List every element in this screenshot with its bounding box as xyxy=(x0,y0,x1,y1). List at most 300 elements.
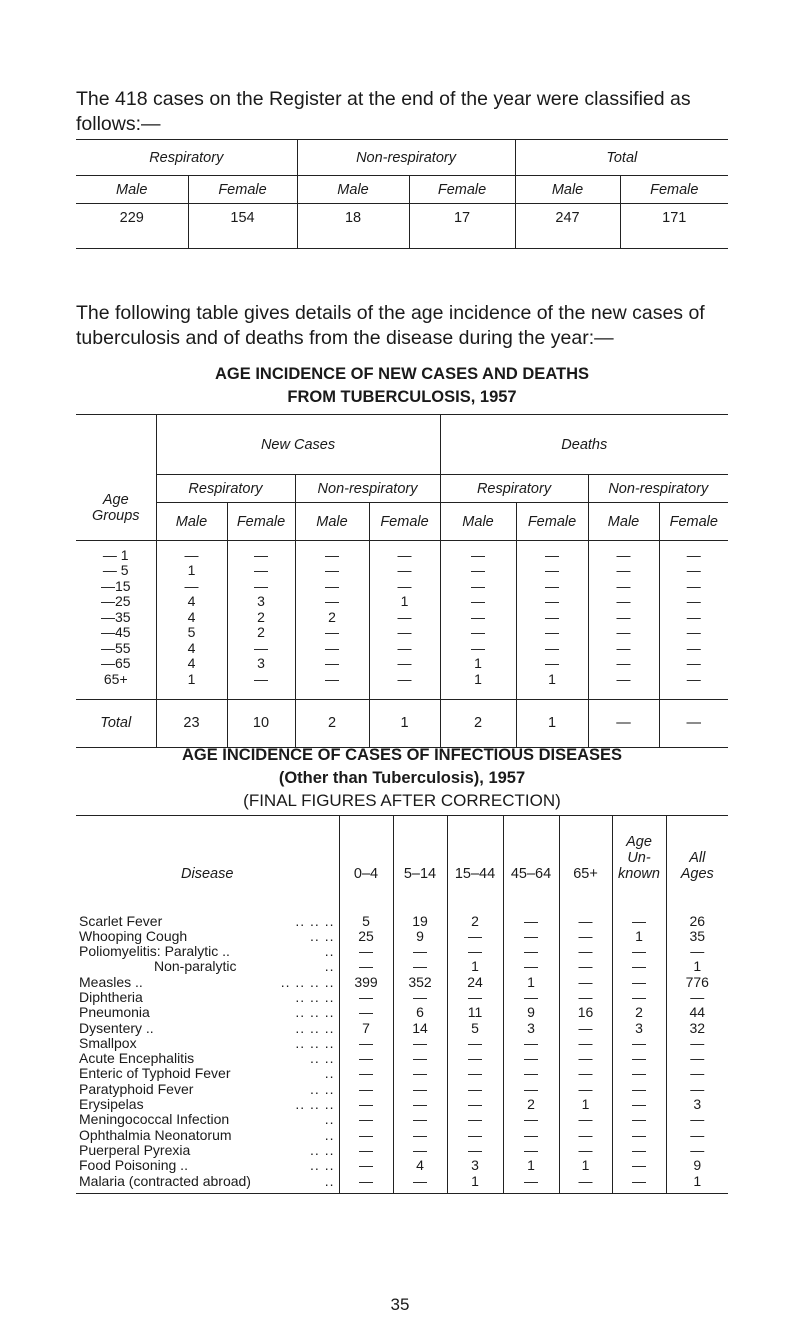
disease-name-cell xyxy=(76,944,339,959)
age-group-cell: —35 xyxy=(100,608,131,625)
summary-value: 17 xyxy=(409,204,515,249)
age-group-cell: —55 xyxy=(100,639,131,656)
disease-row xyxy=(76,990,728,1005)
disease-count-cell: — xyxy=(339,1051,393,1066)
disease-count-cell: — xyxy=(612,975,666,990)
disease-count-cell: — xyxy=(339,1174,393,1189)
sex-header: Female xyxy=(659,503,728,541)
disease-row xyxy=(76,1112,728,1127)
disease-name-cell xyxy=(76,1128,339,1143)
tb-data-cell: — xyxy=(369,610,440,626)
tb-data-cell: — xyxy=(588,672,659,700)
age-range-header: 45–64 xyxy=(503,816,559,888)
disease-name-cell xyxy=(76,929,339,944)
leader-dots: .. xyxy=(324,958,335,975)
disease-count-cell: — xyxy=(666,1066,728,1081)
age-range-header: 15–44 xyxy=(447,816,503,888)
disease-name-cell xyxy=(76,975,339,990)
disease-count-cell: 1 xyxy=(503,1158,559,1173)
disease-count-cell: — xyxy=(339,1005,393,1020)
disease-count-cell: — xyxy=(559,929,612,944)
header-line: Age xyxy=(626,833,652,850)
tb-data-cell: — xyxy=(659,672,728,700)
sex-header: Male xyxy=(156,503,227,541)
tb-data-cell: — xyxy=(440,579,516,595)
disease-count-cell: 399 xyxy=(339,975,393,990)
tb-data-cell: — xyxy=(516,610,588,626)
disease-name: Measles .. xyxy=(79,973,143,990)
leader-dots: .. xyxy=(324,1111,335,1128)
disease-count-cell: — xyxy=(447,1082,503,1097)
header-line: Un- xyxy=(627,849,651,866)
summary-value: 154 xyxy=(188,204,297,249)
disease-row xyxy=(76,1005,728,1020)
disease-count-cell: — xyxy=(503,944,559,959)
disease-count-cell: — xyxy=(559,1112,612,1127)
disease-count-cell: — xyxy=(559,1036,612,1051)
disease-count-cell: 776 xyxy=(666,975,728,990)
tb-data-cell: — xyxy=(295,563,369,579)
disease-count-cell: — xyxy=(447,944,503,959)
leader-dots: .. xyxy=(324,1126,335,1143)
leader-dots: .. .. xyxy=(310,1050,335,1067)
leader-dots: .. xyxy=(324,1065,335,1082)
total-cell: — xyxy=(659,699,728,747)
leader-dots: .. .. .. xyxy=(295,1019,335,1036)
tb-data-cell: — xyxy=(588,625,659,641)
age-group-cell: — 5 xyxy=(102,562,129,578)
disease-name-cell xyxy=(76,914,339,929)
tb-data-cell: — xyxy=(440,594,516,610)
disease-name: Non-paralytic xyxy=(154,958,237,975)
tb-data-cell: 1 xyxy=(516,672,588,700)
disease-count-cell: — xyxy=(503,1051,559,1066)
disease-count-cell: — xyxy=(559,1082,612,1097)
disease-count-cell: — xyxy=(339,1066,393,1081)
tb-data-cell: — xyxy=(227,579,295,595)
disease-count-cell: — xyxy=(339,1158,393,1173)
tb-data-cell: — xyxy=(516,541,588,564)
disease-count-cell: — xyxy=(612,1097,666,1112)
age-group-cell: 65+ xyxy=(103,670,128,687)
disease-count-cell: — xyxy=(612,990,666,1005)
age-range-header: 65+ xyxy=(559,816,612,888)
disease-name: Food Poisoning .. xyxy=(79,1157,188,1174)
leader-dots: .. .. .. xyxy=(295,1096,335,1113)
disease-count-cell: 352 xyxy=(393,975,447,990)
disease-count-cell: 14 xyxy=(393,1021,447,1036)
summary-value: 229 xyxy=(76,204,188,249)
disease-count-cell: 2 xyxy=(503,1097,559,1112)
disease-count-cell: — xyxy=(447,1128,503,1143)
tb-data-cell: — xyxy=(369,579,440,595)
tb-data-cell: 1 xyxy=(156,672,227,700)
age-range-header: 5–14 xyxy=(393,816,447,888)
disease-row xyxy=(76,1143,728,1158)
tb-data-cell: 1 xyxy=(156,563,227,579)
disease-count-cell: 9 xyxy=(666,1158,728,1173)
disease-row xyxy=(76,1036,728,1051)
disease-count-cell: 9 xyxy=(393,929,447,944)
tb-data-cell: — xyxy=(588,610,659,626)
disease-count-cell: — xyxy=(612,914,666,929)
disease-count-cell: — xyxy=(447,929,503,944)
tb-data-cell: — xyxy=(295,672,369,700)
disease-count-cell: — xyxy=(666,1051,728,1066)
tb-data-cell: 1 xyxy=(440,672,516,700)
tb-data-cell: 4 xyxy=(156,641,227,657)
tb-data-cell: 4 xyxy=(156,656,227,672)
disease-count-cell: — xyxy=(447,1036,503,1051)
subheader-male: Male xyxy=(76,176,188,204)
disease-count-cell: — xyxy=(447,990,503,1005)
tb-data-cell: — xyxy=(440,610,516,626)
tb-table-row xyxy=(76,672,728,700)
disease-count-cell: 3 xyxy=(612,1021,666,1036)
disease-count-cell: 26 xyxy=(666,914,728,929)
tb-data-cell: — xyxy=(440,541,516,564)
tb-age-incidence-table xyxy=(76,414,728,748)
disease-count-cell: — xyxy=(612,1066,666,1081)
disease-count-cell: — xyxy=(559,975,612,990)
disease-count-cell: 1 xyxy=(666,1174,728,1189)
disease-count-cell: — xyxy=(612,1112,666,1127)
tb-table-row xyxy=(76,579,728,595)
disease-count-cell: 3 xyxy=(447,1158,503,1173)
disease-count-cell: — xyxy=(503,914,559,929)
header-line: known xyxy=(618,865,660,882)
disease-count-cell: — xyxy=(447,1051,503,1066)
disease-count-cell: — xyxy=(339,959,393,974)
group-header-non-respiratory: Non-respiratory xyxy=(297,140,515,176)
total-cell: 10 xyxy=(227,699,295,747)
age-header-line: Age xyxy=(102,491,129,508)
disease-count-cell: 24 xyxy=(447,975,503,990)
tb-data-cell: — xyxy=(369,625,440,641)
disease-count-cell: — xyxy=(393,1174,447,1189)
total-cell: 2 xyxy=(295,699,369,747)
disease-name: Scarlet Fever xyxy=(79,912,163,929)
sex-header: Female xyxy=(369,503,440,541)
disease-count-cell: 1 xyxy=(447,959,503,974)
disease-count-cell: 5 xyxy=(447,1021,503,1036)
disease-count-cell: — xyxy=(393,1143,447,1158)
tb-data-cell: — xyxy=(369,641,440,657)
tb-data-cell: 2 xyxy=(227,625,295,641)
disease-count-cell: — xyxy=(612,1036,666,1051)
disease-count-cell: — xyxy=(612,944,666,959)
disease-name: Diphtheria xyxy=(79,988,143,1005)
disease-count-cell: — xyxy=(612,1128,666,1143)
disease-name-cell xyxy=(76,1112,339,1127)
disease-name: Dysentery .. xyxy=(79,1019,154,1036)
disease-count-cell: 6 xyxy=(393,1005,447,1020)
tb-data-cell: — xyxy=(369,656,440,672)
disease-name-cell xyxy=(76,959,339,974)
disease-name-cell xyxy=(76,1082,339,1097)
leader-dots: .. xyxy=(324,943,335,960)
header-line: All xyxy=(689,849,706,866)
tb-data-cell: — xyxy=(588,641,659,657)
header-line: Ages xyxy=(680,865,714,882)
register-summary-table xyxy=(76,139,728,249)
disease-count-cell: 1 xyxy=(666,959,728,974)
disease-name: Enteric of Typhoid Fever xyxy=(79,1065,231,1082)
disease-count-cell: 1 xyxy=(559,1097,612,1112)
disease-count-cell: — xyxy=(503,1174,559,1189)
disease-name: Malaria (contracted abroad) xyxy=(79,1172,251,1189)
disease-count-cell: — xyxy=(612,959,666,974)
disease-count-cell: — xyxy=(612,1158,666,1173)
tb-data-cell: — xyxy=(295,594,369,610)
disease-name-cell xyxy=(76,1005,339,1020)
subheader-female: Female xyxy=(620,176,728,204)
disease-row xyxy=(76,1174,728,1189)
leader-dots: .. .. .. xyxy=(295,1004,335,1021)
disease-count-cell: — xyxy=(393,1097,447,1112)
disease-count-cell: 3 xyxy=(666,1097,728,1112)
summary-value: 247 xyxy=(515,204,620,249)
disease-name: Acute Encephalitis xyxy=(79,1050,195,1067)
total-cell: 2 xyxy=(440,699,516,747)
disease-count-cell: 1 xyxy=(447,1174,503,1189)
disease-count-cell: — xyxy=(393,990,447,1005)
tb-data-cell: 3 xyxy=(227,656,295,672)
tb-data-cell: 3 xyxy=(227,594,295,610)
disease-count-cell: — xyxy=(559,1066,612,1081)
tb-data-cell: — xyxy=(516,641,588,657)
tb-data-cell: — xyxy=(369,672,440,700)
age-group-cell: — 1 xyxy=(76,541,156,564)
disease-count-cell: — xyxy=(503,990,559,1005)
tb-data-cell: 2 xyxy=(295,610,369,626)
disease-count-cell: 1 xyxy=(503,975,559,990)
disease-row xyxy=(76,959,728,974)
disease-count-cell: — xyxy=(559,944,612,959)
disease-count-cell: — xyxy=(503,959,559,974)
disease-count-cell: — xyxy=(339,1128,393,1143)
leader-dots: .. .. xyxy=(310,1141,335,1158)
tb-table-row xyxy=(76,541,728,564)
leader-dots: .. .. xyxy=(310,1157,335,1174)
disease-count-cell: — xyxy=(559,959,612,974)
tb-data-cell: — xyxy=(588,563,659,579)
leader-dots: .. .. xyxy=(310,927,335,944)
disease-count-cell: 32 xyxy=(666,1021,728,1036)
tb-data-cell: — xyxy=(440,563,516,579)
tb-data-cell: — xyxy=(659,641,728,657)
leader-dots: .. .. .. xyxy=(295,988,335,1005)
tb-data-cell: — xyxy=(156,579,227,595)
disease-count-cell: — xyxy=(666,990,728,1005)
tb-data-cell: — xyxy=(227,541,295,564)
leader-dots: .. xyxy=(324,1172,335,1189)
tb-data-cell: — xyxy=(295,641,369,657)
tb-data-cell: 1 xyxy=(440,656,516,672)
disease-count-cell: — xyxy=(339,1097,393,1112)
disease-count-cell: — xyxy=(447,1112,503,1127)
age-group-cell: —25 xyxy=(100,593,131,609)
disease-count-cell: — xyxy=(666,1128,728,1143)
all-ages-header xyxy=(666,816,728,888)
disease-count-cell: — xyxy=(339,1036,393,1051)
tb-table-subtitle: FROM TUBERCULOSIS, 1957 xyxy=(287,388,517,406)
disease-count-cell: 25 xyxy=(339,929,393,944)
summary-value: 18 xyxy=(297,204,409,249)
disease-count-cell: 3 xyxy=(503,1021,559,1036)
disease-count-cell: — xyxy=(559,1143,612,1158)
tb-data-cell: — xyxy=(588,594,659,610)
disease-count-cell: — xyxy=(559,1021,612,1036)
disease-row xyxy=(76,1158,728,1173)
tb-data-cell: — xyxy=(659,625,728,641)
disease-count-cell: — xyxy=(503,1112,559,1127)
disease-name: Paratyphoid Fever xyxy=(79,1080,194,1097)
tb-data-cell: — xyxy=(516,656,588,672)
tb-data-cell: 5 xyxy=(156,625,227,641)
disease-count-cell: — xyxy=(447,1066,503,1081)
age-group-cell: —45 xyxy=(100,624,131,640)
tb-data-cell: — xyxy=(227,641,295,657)
disease-count-cell: 7 xyxy=(339,1021,393,1036)
tb-data-cell: — xyxy=(588,579,659,595)
tb-data-cell: — xyxy=(516,594,588,610)
disease-count-cell: — xyxy=(339,1112,393,1127)
disease-count-cell: 1 xyxy=(612,929,666,944)
disease-count-cell: — xyxy=(393,1128,447,1143)
disease-count-cell: — xyxy=(666,1082,728,1097)
disease-name-cell xyxy=(76,1051,339,1066)
disease-count-cell: — xyxy=(393,1036,447,1051)
age-group-cell: —15 xyxy=(100,577,131,594)
disease-count-cell: 2 xyxy=(612,1005,666,1020)
subheader-male: Male xyxy=(297,176,409,204)
tb-data-cell: — xyxy=(659,594,728,610)
tb-data-cell: — xyxy=(659,610,728,626)
tb-table-row xyxy=(76,563,728,579)
tb-data-cell: — xyxy=(659,541,728,564)
disease-row xyxy=(76,975,728,990)
disease-count-cell: — xyxy=(393,959,447,974)
tb-data-cell: — xyxy=(227,672,295,700)
tb-data-cell: — xyxy=(295,541,369,564)
tb-data-cell: 2 xyxy=(227,610,295,626)
disease-name-cell xyxy=(76,990,339,1005)
disease-count-cell: — xyxy=(666,1036,728,1051)
tb-table-row xyxy=(76,625,728,641)
disease-count-cell: — xyxy=(612,1082,666,1097)
total-cell: 1 xyxy=(369,699,440,747)
tb-data-cell: — xyxy=(156,541,227,564)
deaths-header: Deaths xyxy=(440,415,728,475)
disease-count-cell: — xyxy=(503,1143,559,1158)
disease-count-cell: 5 xyxy=(339,914,393,929)
disease-row xyxy=(76,1051,728,1066)
disease-count-cell: 4 xyxy=(393,1158,447,1173)
disease-header: Disease xyxy=(181,865,234,882)
tb-data-cell: — xyxy=(440,625,516,641)
disease-count-cell: 1 xyxy=(559,1158,612,1173)
total-label: Total xyxy=(76,699,156,747)
tb-data-cell: — xyxy=(440,641,516,657)
disease-count-cell: — xyxy=(447,1143,503,1158)
disease-row xyxy=(76,1128,728,1143)
sex-header: Male xyxy=(440,503,516,541)
intro-paragraph: The 418 cases on the Register at the end of the year were classified as follows:— xyxy=(76,88,691,135)
disease-count-cell: — xyxy=(666,1143,728,1158)
tb-data-cell: — xyxy=(369,563,440,579)
inf-table-note: (FINAL FIGURES AFTER CORRECTION) xyxy=(243,791,561,810)
tb-data-cell: 1 xyxy=(369,594,440,610)
tb-data-cell: — xyxy=(295,656,369,672)
infectious-diseases-table xyxy=(76,815,728,1194)
disease-count-cell: 11 xyxy=(447,1005,503,1020)
sex-header: Female xyxy=(227,503,295,541)
tb-table-row xyxy=(76,656,728,672)
tb-data-cell: — xyxy=(369,541,440,564)
age-range-header: 0–4 xyxy=(339,816,393,888)
disease-count-cell: — xyxy=(612,1143,666,1158)
disease-count-cell: — xyxy=(559,1174,612,1189)
disease-count-cell: 9 xyxy=(503,1005,559,1020)
tb-data-cell: — xyxy=(659,563,728,579)
disease-name-cell xyxy=(76,1036,339,1051)
type-header-non-respiratory: Non-respiratory xyxy=(588,475,728,503)
subheader-male: Male xyxy=(515,176,620,204)
disease-count-cell: 16 xyxy=(559,1005,612,1020)
tb-data-cell: — xyxy=(588,541,659,564)
disease-count-cell: — xyxy=(339,990,393,1005)
disease-count-cell: — xyxy=(612,1174,666,1189)
disease-count-cell: — xyxy=(503,1036,559,1051)
new-cases-header: New Cases xyxy=(156,415,440,475)
disease-row xyxy=(76,1021,728,1036)
disease-name-cell xyxy=(76,1066,339,1081)
total-cell: 1 xyxy=(516,699,588,747)
tb-intro-paragraph: The following table gives details of the age incidence of the new cases of tuberculosis and of deaths from the disease during the year:— xyxy=(76,302,705,349)
tb-data-cell: — xyxy=(659,656,728,672)
disease-name: Puerperal Pyrexia xyxy=(79,1141,191,1158)
disease-count-cell: — xyxy=(612,1051,666,1066)
disease-count-cell: — xyxy=(666,944,728,959)
disease-count-cell: — xyxy=(447,1097,503,1112)
tb-data-cell: 4 xyxy=(156,610,227,626)
disease-count-cell: 44 xyxy=(666,1005,728,1020)
disease-count-cell: — xyxy=(559,1128,612,1143)
tb-data-cell: — xyxy=(516,579,588,595)
disease-name: Smallpox xyxy=(79,1034,137,1051)
disease-count-cell: 2 xyxy=(447,914,503,929)
group-header-respiratory: Respiratory xyxy=(149,149,224,166)
disease-row xyxy=(76,1082,728,1097)
disease-count-cell: — xyxy=(559,990,612,1005)
disease-count-cell: — xyxy=(393,1051,447,1066)
disease-row xyxy=(76,1066,728,1081)
disease-name-cell xyxy=(76,1021,339,1036)
type-header-respiratory: Respiratory xyxy=(156,475,295,503)
disease-name-cell xyxy=(76,1158,339,1173)
total-cell: 23 xyxy=(156,699,227,747)
disease-name: Pneumonia xyxy=(79,1004,150,1021)
sex-header: Male xyxy=(588,503,659,541)
disease-count-cell: — xyxy=(339,1082,393,1097)
disease-name: Poliomyelitis: Paralytic .. xyxy=(79,943,230,960)
leader-dots: .. .. .. xyxy=(295,1034,335,1051)
disease-count-cell: 19 xyxy=(393,914,447,929)
total-cell: — xyxy=(588,699,659,747)
subheader-female: Female xyxy=(188,176,297,204)
tb-table-row xyxy=(76,610,728,626)
